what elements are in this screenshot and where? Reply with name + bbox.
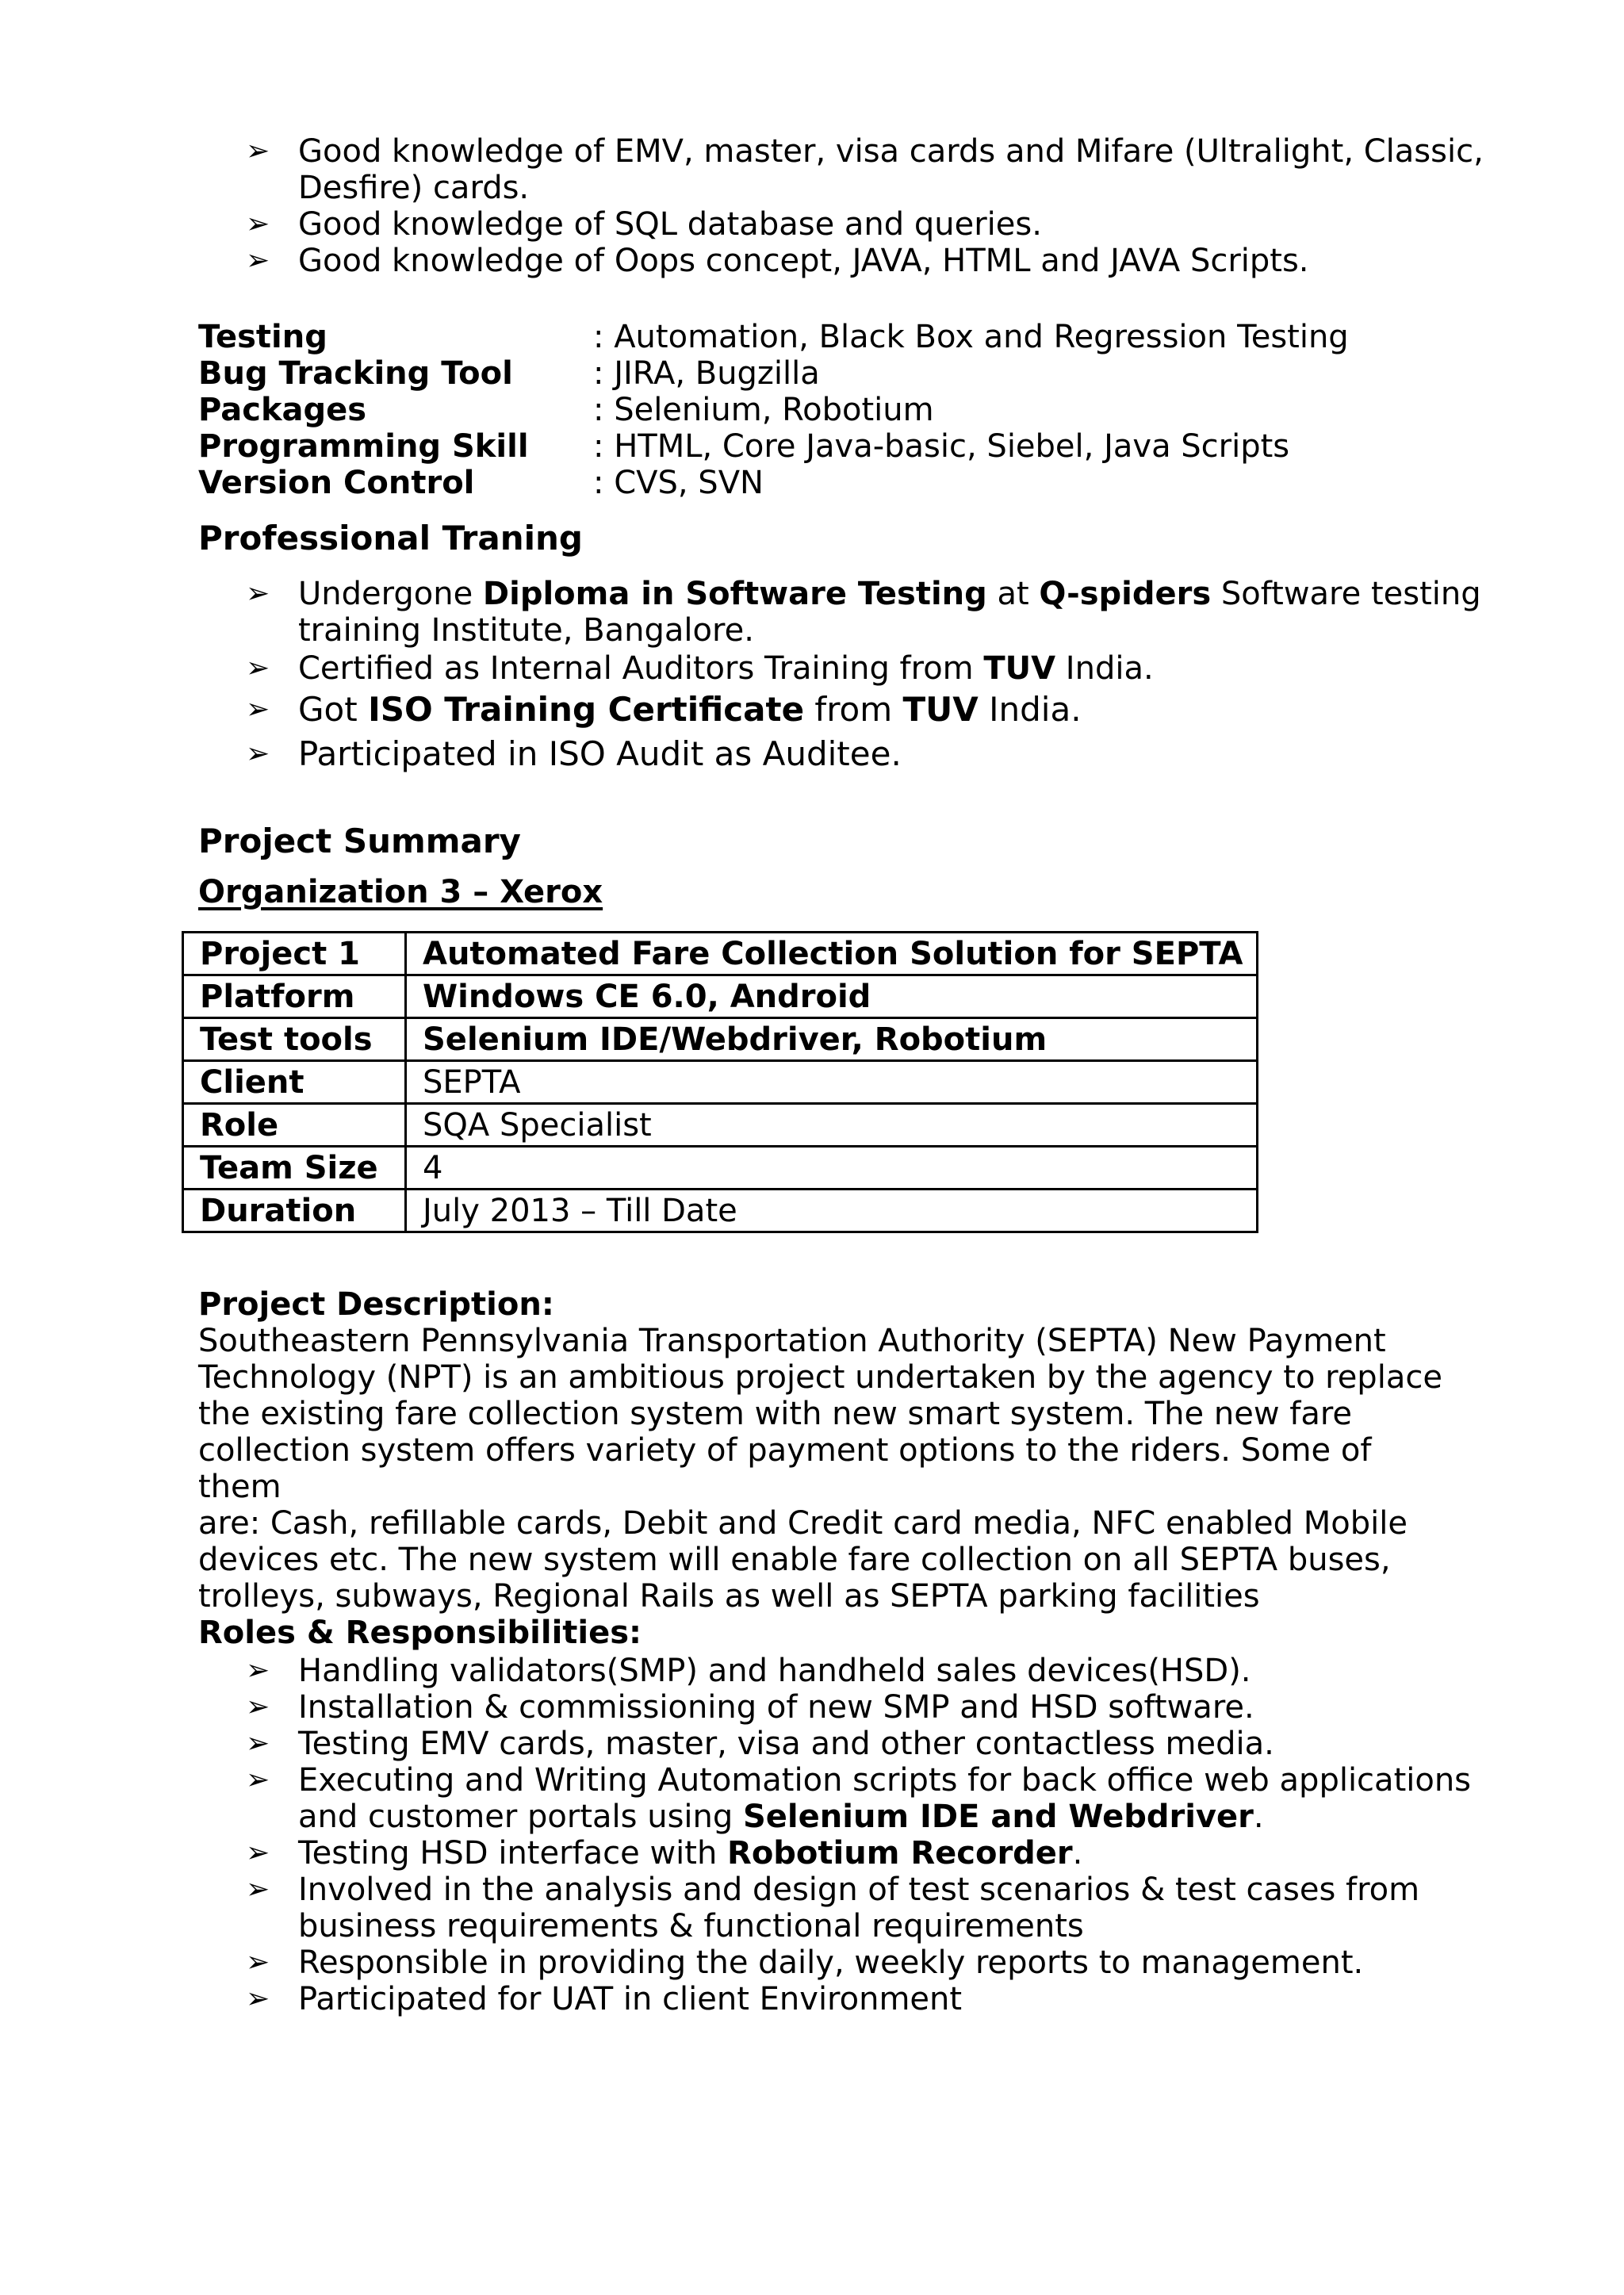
arrow-bullet-icon: ➢ <box>246 244 270 277</box>
project-summary-heading: Project Summary <box>198 822 521 860</box>
organization-heading: Organization 3 – Xerox <box>198 874 603 910</box>
project-description-text: Southeastern Pennsylvania Transportation Authority (SEPTA) New Payment Technology (NPT) is an ambitious project undertaken by the agency to replace the existing fare collection system with new smart system. The new fare collection system offers variety of payment options to the riders. Some of them are: Cash, refillable cards, Debit and Credit card media, NFC enabled Mobile devices etc. The new system will enable fare collection on all SEPTA buses, trolleys, subways, Regional Rails as well as SEPTA parking facilities <box>198 1323 1442 1615</box>
table-cell-value: SEPTA <box>406 1061 1258 1104</box>
table-cell-value: SQA Specialist <box>406 1104 1258 1147</box>
arrow-bullet-icon: ➢ <box>246 1691 270 1723</box>
list-item: ➢ Installation & commissioning of new SMP and HSD software. <box>246 1689 1254 1726</box>
project-description-heading: Project Description: <box>198 1286 554 1323</box>
arrow-bullet-icon: ➢ <box>246 1727 270 1760</box>
arrow-bullet-icon: ➢ <box>246 1983 270 2015</box>
skill-row: Testing : Automation, Black Box and Regression Testing <box>198 319 1349 355</box>
arrow-bullet-icon: ➢ <box>246 693 270 726</box>
table-cell-key: Client <box>183 1061 406 1104</box>
list-item: ➢ Testing EMV cards, master, visa and other contactless media. <box>246 1726 1274 1762</box>
list-item: ➢ Testing HSD interface with Robotium Recorder. <box>246 1835 1083 1872</box>
table-row <box>183 1061 1258 1104</box>
table-cell-key: Role <box>183 1104 406 1147</box>
arrow-bullet-icon: ➢ <box>246 1654 270 1687</box>
arrow-bullet-icon: ➢ <box>246 135 270 167</box>
arrow-bullet-icon: ➢ <box>246 738 270 770</box>
table-row <box>183 1190 1258 1232</box>
table-cell-key: Test tools <box>183 1018 406 1061</box>
list-item: ➢ Executing and Writing Automation scripts for back office web applications and customer portals using Selenium IDE and Webdriver. <box>246 1762 1472 1835</box>
table-cell-value: 4 <box>406 1147 1258 1190</box>
skills-table <box>198 319 1349 501</box>
table-cell-key: Duration <box>183 1190 406 1232</box>
roles-heading: Roles & Responsibilities: <box>198 1615 642 1651</box>
knowledge-list <box>246 133 1484 279</box>
table-row <box>183 1104 1258 1147</box>
skill-row: Programming Skill : HTML, Core Java-basic, Siebel, Java Scripts <box>198 428 1290 465</box>
list-item: ➢ Good knowledge of SQL database and queries. <box>246 206 1042 243</box>
arrow-bullet-icon: ➢ <box>246 1873 270 1906</box>
table-cell-value: Windows CE 6.0, Android <box>406 975 1258 1018</box>
list-item: ➢ Responsible in providing the daily, weekly reports to management. <box>246 1944 1364 1981</box>
skill-row: Packages : Selenium, Robotium <box>198 392 934 428</box>
list-item: ➢ Certified as Internal Auditors Training from TUV India. <box>246 650 1154 687</box>
table-cell-value: Automated Fare Collection Solution for SEPTA <box>406 933 1258 975</box>
arrow-bullet-icon: ➢ <box>246 1764 270 1796</box>
skill-row: Version Control : CVS, SVN <box>198 465 764 501</box>
list-item: ➢ Good knowledge of EMV, master, visa cards and Mifare (Ultralight, Classic, Desfire) cards. <box>246 133 1484 206</box>
list-item: ➢ Participated for UAT in client Environment <box>246 1981 963 2017</box>
table-cell-value: Selenium IDE/Webdriver, Robotium <box>406 1018 1258 1061</box>
table-row <box>183 975 1258 1018</box>
list-item: ➢ Got ISO Training Certificate from TUV India. <box>246 688 1481 731</box>
table-cell-key: Project 1 <box>183 933 406 975</box>
arrow-bullet-icon: ➢ <box>246 577 270 610</box>
table-row <box>183 933 1258 975</box>
arrow-bullet-icon: ➢ <box>246 1946 270 1979</box>
table-cell-value: July 2013 – Till Date <box>406 1190 1258 1232</box>
arrow-bullet-icon: ➢ <box>246 1837 270 1869</box>
list-item: ➢ Involved in the analysis and design of test scenarios & test cases from business requirements & functional requirements <box>246 1872 1420 1944</box>
table-cell-key: Platform <box>183 975 406 1018</box>
training-heading: Professional Traning <box>198 519 583 557</box>
arrow-bullet-icon: ➢ <box>246 652 270 684</box>
skill-row: Bug Tracking Tool : JIRA, Bugzilla <box>198 355 820 392</box>
table-row <box>183 1018 1258 1061</box>
list-item: ➢ Good knowledge of Oops concept, JAVA, HTML and JAVA Scripts. <box>246 243 1309 279</box>
list-item: ➢ Undergone Diploma in Software Testing at Q-spiders Software testing training Institute, Bangalore. <box>246 576 1481 649</box>
arrow-bullet-icon: ➢ <box>246 208 270 240</box>
roles-list <box>246 1653 1471 2017</box>
project-table <box>182 931 1258 1233</box>
training-list <box>246 576 1481 777</box>
list-item: ➢ Participated in ISO Audit as Auditee. <box>246 733 1481 776</box>
table-cell-key: Team Size <box>183 1147 406 1190</box>
list-item: ➢ Handling validators(SMP) and handheld sales devices(HSD). <box>246 1653 1251 1689</box>
table-row <box>183 1147 1258 1190</box>
